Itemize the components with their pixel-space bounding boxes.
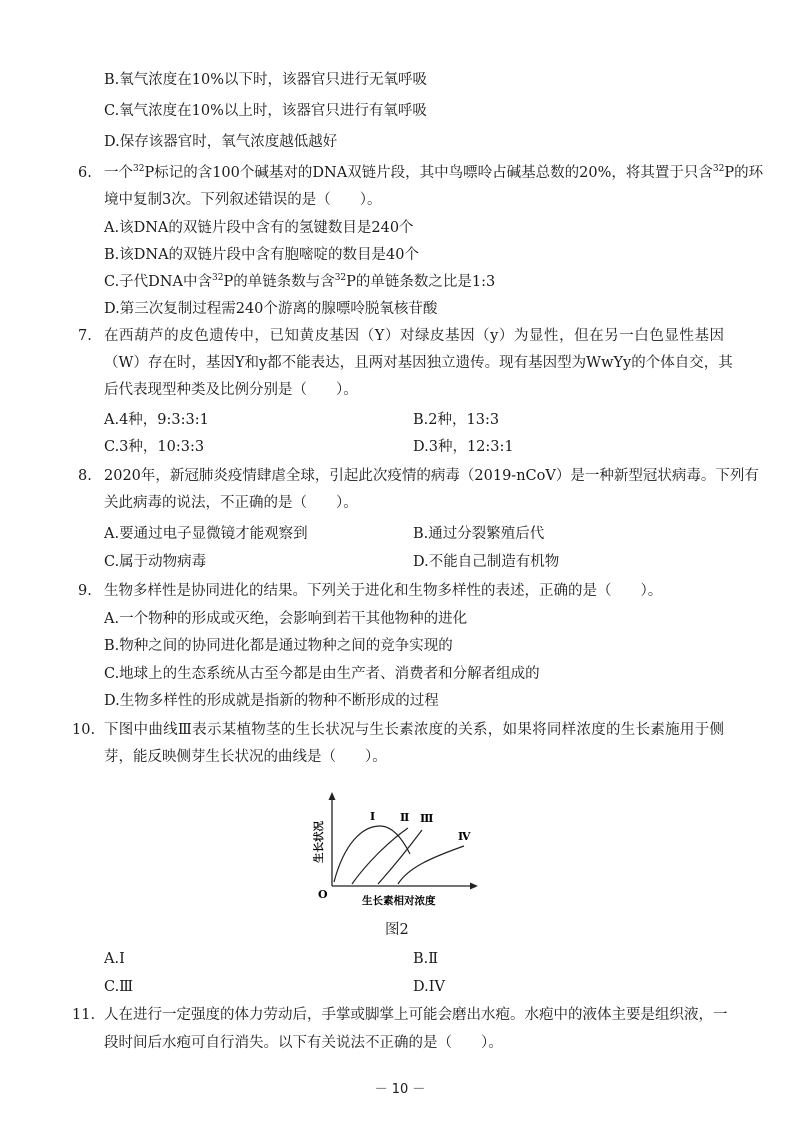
q6-stem-line2: 境中复制3次。下列叙述错误的是（ ）。	[104, 192, 382, 208]
curve-4	[398, 846, 464, 884]
q6-option-c: C.子代DNA中含$^{32}$P的单链条数与含$^{32}$P的单链条数之比是1:3	[104, 273, 496, 290]
q8-option-d: D.不能自己制造有机物	[413, 554, 560, 570]
figure-caption: 图2	[385, 922, 409, 938]
q8-number: 8.	[78, 468, 92, 484]
q11-stem-line1: 人在进行一定强度的体力劳动后，手掌或脚掌上可能会磨出水疱。水疱中的液体主要是组织液，一	[104, 1007, 728, 1023]
q9-stem: 生物多样性是协同进化的结果。下列关于进化和生物多样性的表述，正确的是（ ）。	[104, 583, 663, 599]
q10-number: 10.	[72, 722, 96, 738]
q10-option-d: D.IV	[413, 979, 445, 995]
q10-stem-line1: 下图中曲线Ⅲ表示某植物茎的生长状况与生长素浓度的关系，如果将同样浓度的生长素施用于侧	[104, 722, 724, 738]
q6-number: 6.	[78, 165, 92, 181]
q9-option-d: D.生物多样性的形成就是指新的物种不断形成的过程	[104, 693, 439, 709]
q7-option-d: D.3种，12:3:1	[413, 439, 514, 455]
page-number: － 10 －	[374, 1082, 426, 1097]
q10-option-b: B.Ⅱ	[413, 951, 439, 967]
q8-option-c: C.属于动物病毒	[104, 554, 207, 570]
curve-2	[352, 828, 408, 884]
curve-label-4: Ⅳ	[458, 830, 471, 843]
q8-option-b: B.通过分裂繁殖后代	[413, 526, 545, 542]
q7-stem-line2: （W）存在时，基因Y和y都不能表达，且两对基因独立遗传。现有基因型为WwYy的个体自交，其	[104, 355, 733, 371]
q5-option-d: D.保存该器官时，氧气浓度越低越好	[104, 134, 338, 150]
curve-label-2: Ⅱ	[400, 811, 410, 824]
q7-stem-line3: 后代表现型种类及比例分别是（ ）。	[104, 382, 358, 398]
q8-stem-line1: 2020年，新冠肺炎疫情肆虐全球，引起此次疫情的病毒（2019-nCoV）是一种新型冠状病毒。下列有	[104, 468, 759, 484]
q9-option-b: B.物种之间的协同进化都是通过物种之间的竞争实现的	[104, 638, 453, 654]
x-axis-label: 生长素相对浓度	[362, 895, 436, 907]
curve-label-3: Ⅲ	[420, 812, 434, 825]
q5-option-b: B.氧气浓度在10%以下时，该器官只进行无氧呼吸	[104, 72, 427, 88]
q7-option-c: C.3种，10:3:3	[104, 439, 205, 455]
q11-number: 11.	[72, 1007, 96, 1023]
q7-number: 7.	[78, 328, 92, 344]
q8-option-a: A.要通过电子显微镜才能观察到	[104, 526, 308, 542]
q6-option-a: A.该DNA的双链片段中含有的氢键数目是240个	[104, 220, 414, 236]
x-axis-arrow	[470, 883, 478, 890]
y-axis-label: 生长状况	[313, 821, 325, 863]
q8-stem-line2: 关此病毒的说法，不正确的是（ ）。	[104, 495, 358, 511]
q9-number: 9.	[78, 583, 92, 599]
q10-option-a: A.I	[104, 951, 125, 967]
y-axis-arrow	[329, 792, 336, 800]
origin-label: O	[318, 888, 328, 901]
q11-stem-line2: 段时间后水疱可自行消失。以下有关说法不正确的是（ ）。	[104, 1035, 503, 1051]
q7-stem-line1: 在西葫芦的皮色遗传中，已知黄皮基因（Y）对绿皮基因（y）为显性，但在另一白色显性基因	[104, 328, 724, 344]
curve-label-1: Ⅰ	[370, 810, 376, 823]
q10-stem-line2: 芽，能反映侧芽生长状况的曲线是（ ）。	[104, 749, 387, 765]
q5-option-c: C.氧气浓度在10%以上时，该器官只进行有氧呼吸	[104, 103, 427, 119]
q6-option-d: D.第三次复制过程需240个游离的腺嘌呤脱氧核苷酸	[104, 301, 438, 317]
q9-option-c: C.地球上的生态系统从古至今都是由生产者、消费者和分解者组成的	[104, 666, 540, 682]
q9-option-a: A.一个物种的形成或灭绝，会影响到若干其他物种的进化	[104, 611, 468, 627]
q10-option-c: C.Ⅲ	[104, 979, 134, 995]
q7-option-b: B.2种，13:3	[413, 412, 500, 428]
q6-option-b: B.该DNA的双链片段中含有胞嘧啶的数目是40个	[104, 247, 419, 263]
q7-option-a: A.4种，9:3:3:1	[104, 412, 209, 428]
q6-stem-line1: 一个$^{32}$P标记的含100个碱基对的DNA双链片段，其中鸟嘌呤占碱基总数的20%，将其置于只含$^{32}$P的环	[104, 164, 764, 181]
auxin-growth-figure	[306, 790, 496, 914]
